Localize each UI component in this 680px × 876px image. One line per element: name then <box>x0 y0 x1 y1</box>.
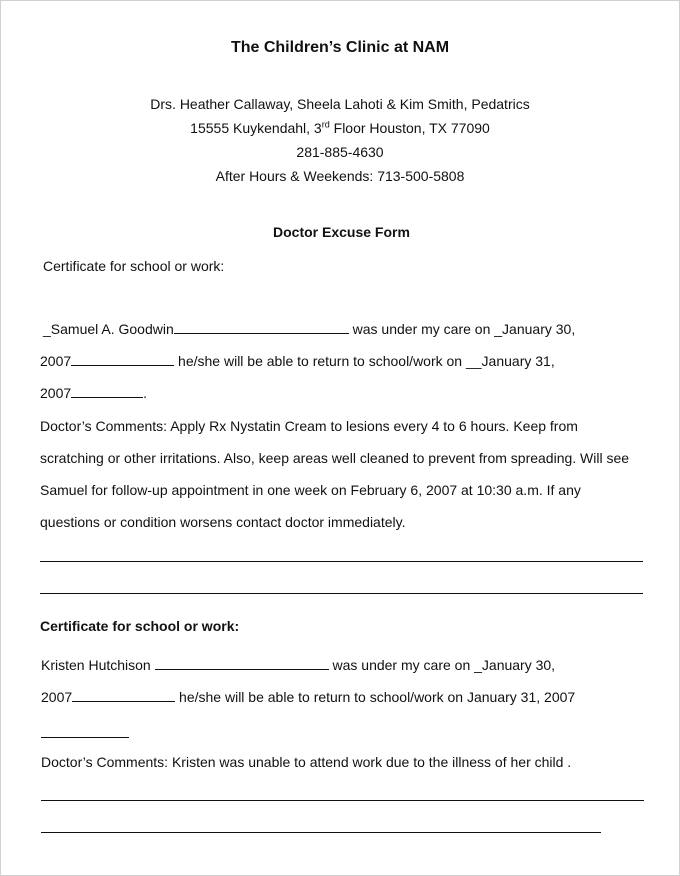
certificate-1-year-line <box>40 385 147 401</box>
year-label: 2007 <box>41 689 73 705</box>
comment-rule <box>40 561 643 562</box>
phone-line: 281-885-4630 <box>296 144 384 160</box>
blank-field <box>71 385 143 398</box>
clinic-name: The Children’s Clinic at NAM <box>230 39 450 56</box>
year-label: 2007 <box>40 385 72 401</box>
certificate-1-heading: Certificate for school or work: <box>43 258 225 274</box>
certificate-2-heading: Certificate for school or work: <box>40 618 240 634</box>
return-statement: he/she will be able to return to school/work on __January 31, <box>178 353 555 369</box>
certificate-2-return-line <box>41 689 575 705</box>
address-start: 15555 Kuykendahl, 3 <box>190 120 322 136</box>
form-title: Doctor Excuse Form <box>273 224 410 240</box>
address-line <box>0 120 680 136</box>
comments-1-line-4: questions or condition worsens contact doctor immediately. <box>40 514 406 530</box>
address-end: Floor Houston, TX 77090 <box>329 120 490 136</box>
comment-rule <box>41 800 644 801</box>
comments-1-line-3: Samuel for follow-up appointment in one week on February 6, 2007 at 10:30 a.m. If any <box>40 482 581 498</box>
comments-1-line-2: scratching or other irritations. Also, keep areas well cleaned to prevent from spreading. Will see <box>40 450 630 466</box>
year-label: 2007 <box>40 353 72 369</box>
certificate-1-return-line <box>40 353 555 369</box>
comments-2-line: Doctor’s Comments: Kristen was unable to attend work due to the illness of her child . <box>41 754 572 770</box>
patient-1-name: _Samuel A. Goodwin <box>43 321 174 337</box>
address-superscript: rd <box>321 119 330 130</box>
care-statement: was under my care on _January 30, <box>352 321 576 337</box>
blank-field <box>155 657 329 670</box>
blank-field <box>174 321 349 334</box>
comments-1-line-1: Doctor’s Comments: Apply Rx Nystatin Cream to lesions every 4 to 6 hours. Keep from <box>40 418 578 434</box>
return-statement: he/she will be able to return to school/work on January 31, 2007 <box>179 689 576 705</box>
care-statement: was under my care on _January 30, <box>332 657 556 673</box>
year-line-end: . <box>143 385 148 401</box>
blank-field <box>41 737 129 738</box>
blank-field <box>71 353 174 366</box>
after-hours-line: After Hours & Weekends: 713-500-5808 <box>215 168 465 184</box>
blank-field <box>72 689 175 702</box>
doctors-line: Drs. Heather Callaway, Sheela Lahoti & Kim Smith, Pedatrics <box>150 96 530 112</box>
patient-2-name: Kristen Hutchison <box>41 657 151 673</box>
comment-rule <box>40 593 643 594</box>
comment-rule <box>41 832 601 833</box>
certificate-2-name-line <box>41 657 555 673</box>
certificate-1-name-line <box>43 321 575 337</box>
